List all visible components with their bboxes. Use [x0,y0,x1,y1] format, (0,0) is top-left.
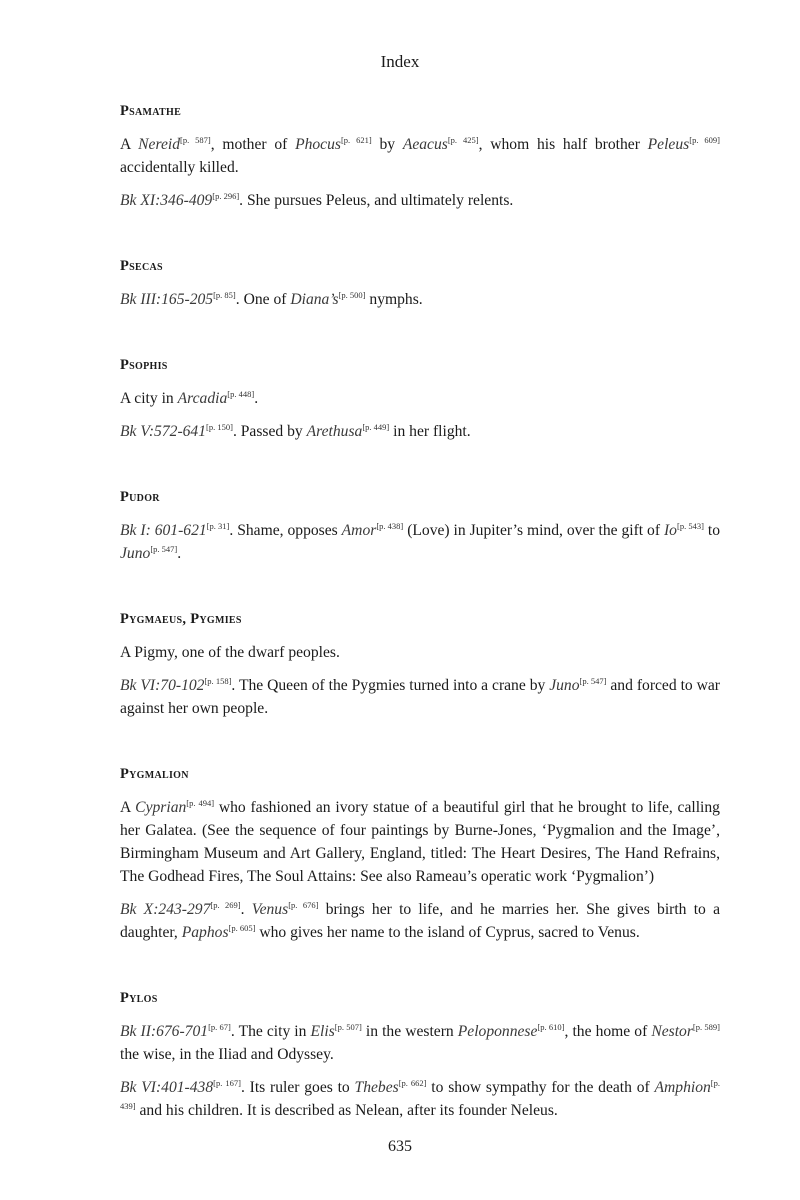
page-reference: [p. 425] [447,134,479,145]
page-reference: [p. 150] [206,421,233,432]
text-segment: accidentally killed. [120,159,239,176]
text-segment: A [120,799,136,816]
page-reference: [p. 605] [228,922,256,933]
entry-paragraph [120,641,720,664]
entry-title: Psophis [120,357,168,373]
entry-title: Psecas [120,258,163,274]
text-segment: . One of [235,291,291,308]
index-entry [120,986,720,1122]
text-segment: who gives her name to the island of Cyprus, sacred to Venus. [255,924,640,941]
entry-paragraph [120,189,720,212]
cross-reference: Thebes [354,1079,399,1096]
cross-reference: Bk VI:401-438 [120,1079,214,1096]
entry-paragraph [120,1076,720,1122]
entry-title: Pylos [120,990,158,1006]
cross-reference: Juno [120,545,151,562]
page-reference: [p. 609] [689,134,720,145]
index-entry [120,485,720,565]
cross-reference: Phocus [295,136,341,153]
page-reference: [p. 494] [186,797,215,808]
page-reference: [p. 547] [150,543,178,554]
page-reference: [p. 269] [210,899,241,910]
entry-paragraph [120,133,720,179]
page-reference: [p. 587] [180,134,211,145]
page-reference: [p. 448] [227,388,255,399]
page-reference: [p. 85] [213,289,236,300]
page-reference: [p. 438] [376,520,404,531]
text-segment: brings her to life, and he marries her. She gives birth to a daughter, [120,901,721,941]
page-reference: [p. 676] [288,899,319,910]
text-segment: . [240,901,252,918]
cross-reference: Cyprian [135,799,187,816]
page-reference: [p. 507] [334,1021,362,1032]
page-number: 635 [388,1138,412,1155]
cross-reference: Bk VI:70-102 [120,677,205,694]
text-segment: to show sympathy for the death of [426,1079,655,1096]
text-segment: . [177,545,182,562]
text-segment: (Love) in Jupiter’s mind, over the gift of [403,522,664,539]
page-reference: [p. 500] [338,289,366,300]
cross-reference: Io [663,522,677,539]
text-segment: nymphs. [365,291,423,308]
text-segment: and his children. It is described as Nelean, after its founder Neleus. [135,1102,558,1119]
text-segment: to [703,522,720,539]
entry-paragraph [120,288,720,311]
page-reference: [p. 547] [579,675,607,686]
cross-reference: Amor [341,522,377,539]
cross-reference: Bk X:243-297 [120,901,211,918]
text-segment: the wise, in the Iliad and Odyssey. [120,1046,334,1063]
cross-reference: Bk XI:346-409 [120,192,213,209]
cross-reference: Juno [549,677,580,694]
text-segment: . Shame, opposes [229,522,342,539]
page-reference: [p. 439] [120,1077,721,1111]
entry-paragraph [120,674,720,720]
entry-paragraph [120,519,720,565]
cross-reference: Arcadia [177,390,228,407]
cross-reference: Nestor [651,1023,693,1040]
page-reference: [p. 589] [692,1021,720,1032]
entry-title: Pygmaeus, Pygmies [120,611,242,627]
cross-reference: Peloponnese [457,1023,538,1040]
index-entry [120,607,720,720]
text-segment: who fashioned an ivory statue of a beautiful girl that he brought to life, calling her Galatea. (See the sequence of four paintings by Burne-Jones, ‘Pygmalion and the Image’, Birmingham Museum and Art Gallery, England, titled: The Heart Desires, The Hand Refrains, The Godhead Fires, The Soul Attains: See also Rameau’s operatic work ‘Pygmalion’) [120,799,720,885]
text-segment: . [254,390,259,407]
text-segment: A city in [120,390,178,407]
text-segment: . Passed by [232,423,307,440]
entry-paragraph [120,420,720,443]
index-entry [120,254,720,311]
cross-reference: Arethusa [306,423,363,440]
entry-title: Pygmalion [120,766,189,782]
page-reference: [p. 31] [206,520,230,531]
text-segment: in the western [361,1023,458,1040]
text-segment: by [371,136,403,153]
entry-paragraph [120,898,720,944]
index-content [120,99,720,1164]
cross-reference: Elis [310,1023,335,1040]
cross-reference: Aeacus [402,136,448,153]
entry-paragraph [120,1020,720,1066]
text-segment: . She pursues Peleus, and ultimately relents. [239,192,514,209]
text-segment: , mother of [210,136,296,153]
entry-paragraph [120,387,720,410]
page-reference: [p. 167] [213,1077,241,1088]
text-segment: , whom his half brother [478,136,648,153]
entry-title: Psamathe [120,103,182,119]
page-reference: [p. 662] [398,1077,427,1088]
cross-reference: Diana’s [290,291,339,308]
text-segment: . The Queen of the Pygmies turned into a crane by [231,677,550,694]
text-segment: A [120,136,139,153]
page-reference: [p. 543] [676,520,704,531]
cross-reference: Bk I: 601-621 [120,522,207,539]
page-reference: [p. 449] [362,421,390,432]
entry-paragraph [120,796,720,888]
cross-reference: Bk III:165-205 [120,291,214,308]
index-entry [120,353,720,443]
cross-reference: Nereid [138,136,181,153]
text-segment: in her flight. [389,423,471,440]
entry-title: Pudor [120,489,160,505]
page-reference: [p. 158] [204,675,232,686]
cross-reference: Bk II:676-701 [120,1023,209,1040]
index-entry [120,99,720,212]
page-header-title: Index [380,52,420,71]
index-entry [120,762,720,944]
text-segment: and forced to war against her own people. [120,677,720,717]
page-reference: [p. 610] [537,1021,565,1032]
cross-reference: Bk V:572-641 [120,423,207,440]
page-reference: [p. 621] [340,134,372,145]
cross-reference: Paphos [181,924,229,941]
text-segment: A Pigmy, one of the dwarf peoples. [120,644,340,661]
cross-reference: Amphion [654,1079,711,1096]
page-reference: [p. 67] [208,1021,231,1032]
text-segment: , the home of [564,1023,652,1040]
page-reference: [p. 296] [212,190,240,201]
text-segment: . Its ruler goes to [240,1079,355,1096]
cross-reference: Peleus [647,136,690,153]
text-segment: . The city in [230,1023,311,1040]
cross-reference: Venus [251,901,289,918]
